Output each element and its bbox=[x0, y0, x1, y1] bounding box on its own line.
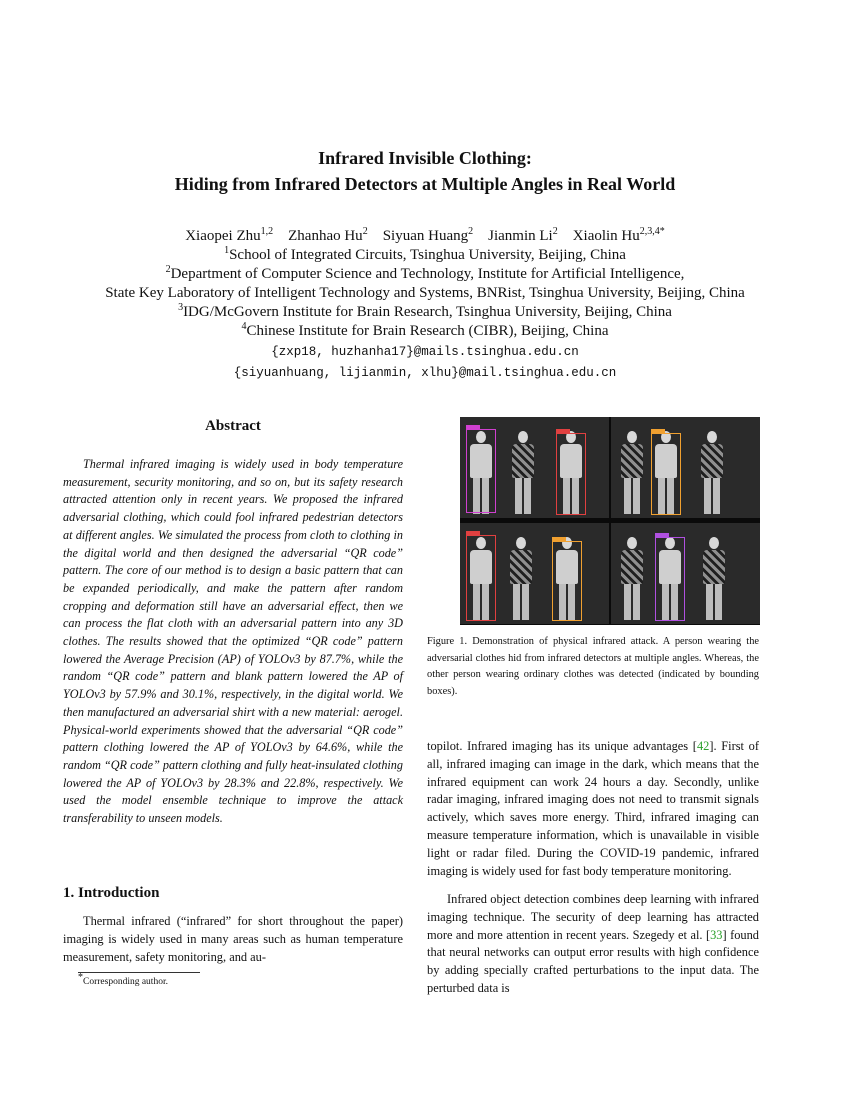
author-affiliation-mark: 1,2 bbox=[260, 226, 274, 237]
paper-title-line-2: Hiding from Infrared Detectors at Multiple Angles in Real World bbox=[174, 174, 676, 194]
author-list bbox=[0, 227, 850, 247]
email-line-1[interactable]: {zxp18, huzhanha17}@mails.tsinghua.edu.cn bbox=[271, 345, 579, 359]
affiliation-1 bbox=[0, 246, 850, 266]
email-line-2[interactable]: {siyuanhuang, lijianmin, xlhu}@mail.tsinghua.edu.cn bbox=[233, 366, 617, 380]
footnote-mark: * bbox=[78, 971, 83, 983]
figure-panel bbox=[611, 523, 760, 624]
abstract-heading: Abstract bbox=[205, 418, 261, 434]
person-figure bbox=[621, 537, 643, 620]
intro-paragraph-right-2 bbox=[427, 891, 759, 998]
affiliation-number: 1 bbox=[224, 245, 230, 256]
affiliation-text: School of Integrated Circuits, Tsinghua University, Beijing, China bbox=[229, 247, 626, 263]
text-run: Infrared object detection combines deep learning with infrared imaging technique. The security of deep learning has attracted more and more attention in recent years. Szegedy et al. [ bbox=[427, 892, 759, 942]
person-figure bbox=[703, 537, 725, 620]
bounding-box bbox=[552, 541, 582, 621]
citation-link[interactable]: 33 bbox=[710, 927, 723, 942]
affiliation-text: IDG/McGovern Institute for Brain Research, Tsinghua University, Beijing, China bbox=[183, 304, 672, 320]
person-figure bbox=[701, 431, 723, 514]
author-name: Zhanhao Hu bbox=[288, 228, 363, 244]
affiliation-text: State Key Laboratory of Intelligent Technology and Systems, BNRist, Tsinghua University, Beijing, China bbox=[105, 285, 745, 301]
citation-link[interactable]: 42 bbox=[696, 739, 710, 753]
affiliation-3 bbox=[0, 303, 850, 323]
text-run: ]. First of all, infrared imaging can image in the dark, which means that the infrared equipment can work 24 hours a day. Secondly, unlike radar imaging, infrared imaging does not need to transmit signals actively, which saves more energy. Third, infrared imaging can measure temperature information, which is unavailable in visible light or radar filed. During the COVID-19 pandemic, infrared imaging is widely used for fast body temperature monitoring. bbox=[427, 739, 760, 878]
text-run: topilot. Infrared imaging has its unique advantages [ bbox=[427, 739, 697, 753]
bounding-box bbox=[466, 429, 496, 513]
footnote-divider bbox=[78, 972, 200, 973]
affiliation-2-cont bbox=[0, 284, 850, 304]
section-heading-introduction: 1. Introduction bbox=[63, 885, 160, 901]
author-name: Xiaopei Zhu bbox=[185, 228, 261, 244]
figure-caption: Figure 1. Demonstration of physical infrared attack. A person wearing the adversarial clothes hid from infrared detectors at multiple angles. Whereas, the other person wearing ordinary clothes was detected (indicated by bounding boxes). bbox=[427, 636, 759, 698]
author-name: Siyuan Huang bbox=[382, 228, 469, 244]
intro-paragraph-left: Thermal infrared (“infrared” for short throughout the paper) imaging is widely used in many areas such as human temperature measurement, safety monitoring, and au- bbox=[63, 914, 403, 964]
author-affiliation-mark: 2,3,4* bbox=[639, 226, 665, 237]
affiliation-number: 3 bbox=[178, 302, 184, 313]
footnote bbox=[78, 971, 168, 987]
person-figure bbox=[512, 431, 534, 514]
author-name: Xiaolin Hu bbox=[572, 228, 640, 244]
author-affiliation-mark: 2 bbox=[468, 226, 474, 237]
affiliation-text: Department of Computer Science and Technology, Institute for Artificial Intelligence, bbox=[170, 266, 685, 282]
figure-infrared-attack bbox=[460, 417, 760, 625]
bounding-box bbox=[556, 433, 586, 515]
intro-paragraph-right-1 bbox=[427, 738, 759, 880]
author-name: Jianmin Li bbox=[488, 228, 553, 244]
bounding-box bbox=[655, 537, 685, 621]
text-run: ] found that neural networks can output error results with high confidence by adding specially crafted perturbations to the input data. The perturbed data is bbox=[427, 927, 759, 995]
abstract-text: Thermal infrared imaging is widely used in body temperature measurement, security monitoring, and so on, but its safety research attracted attention only in recent years. We proposed the infrared adversarial clothing, which could fool infrared pedestrian detectors at different angles. We simulated the process from cloth to clothing in the digital world and then designed the adversarial “QR code” pattern. The core of our method is to design a basic pattern that can be expanded periodically, and make the pattern after random cropping and deformation still have an adversarial effect, then we can process the flat cloth with an adversarial pattern into any 3D clothes. The results showed that the optimized “QR code” pattern lowered the Average Precision (AP) of YOLOv3 by 87.7%, while the random “QR code” pattern and blank pattern lowered the AP of YOLOv3 by 57.9% and 30.1%, respectively, in the digital world. We then manufactured an adversarial shirt with a new material: aerogel. Physical-world experiments showed that the adversarial “QR code” pattern clothing lowered the AP of YOLOv3 by 64.6%, while the random “QR code” pattern clothing and fully heat-insulated clothing lowered the AP of YOLOv3 by 28.3% and 22.8%, respectively. We used the model ensemble technique to improve the attack transferability to unseen models. bbox=[63, 457, 403, 826]
figure-panel bbox=[460, 523, 609, 624]
author-affiliation-mark: 2 bbox=[552, 226, 558, 237]
figure-panel bbox=[611, 417, 760, 518]
affiliation-4 bbox=[0, 322, 850, 342]
affiliation-text: Chinese Institute for Brain Research (CIBR), Beijing, China bbox=[246, 323, 609, 339]
affiliation-number: 2 bbox=[165, 264, 171, 275]
affiliation-number: 4 bbox=[241, 321, 247, 332]
bounding-box bbox=[466, 535, 496, 621]
figure-panel bbox=[460, 417, 609, 518]
affiliation-2 bbox=[0, 265, 850, 285]
footnote-text: Corresponding author. bbox=[83, 977, 168, 987]
bounding-box bbox=[651, 433, 681, 515]
person-figure bbox=[621, 431, 643, 514]
paper-title-line-1: Infrared Invisible Clothing: bbox=[318, 148, 532, 168]
author-affiliation-mark: 2 bbox=[362, 226, 368, 237]
person-figure bbox=[510, 537, 532, 620]
